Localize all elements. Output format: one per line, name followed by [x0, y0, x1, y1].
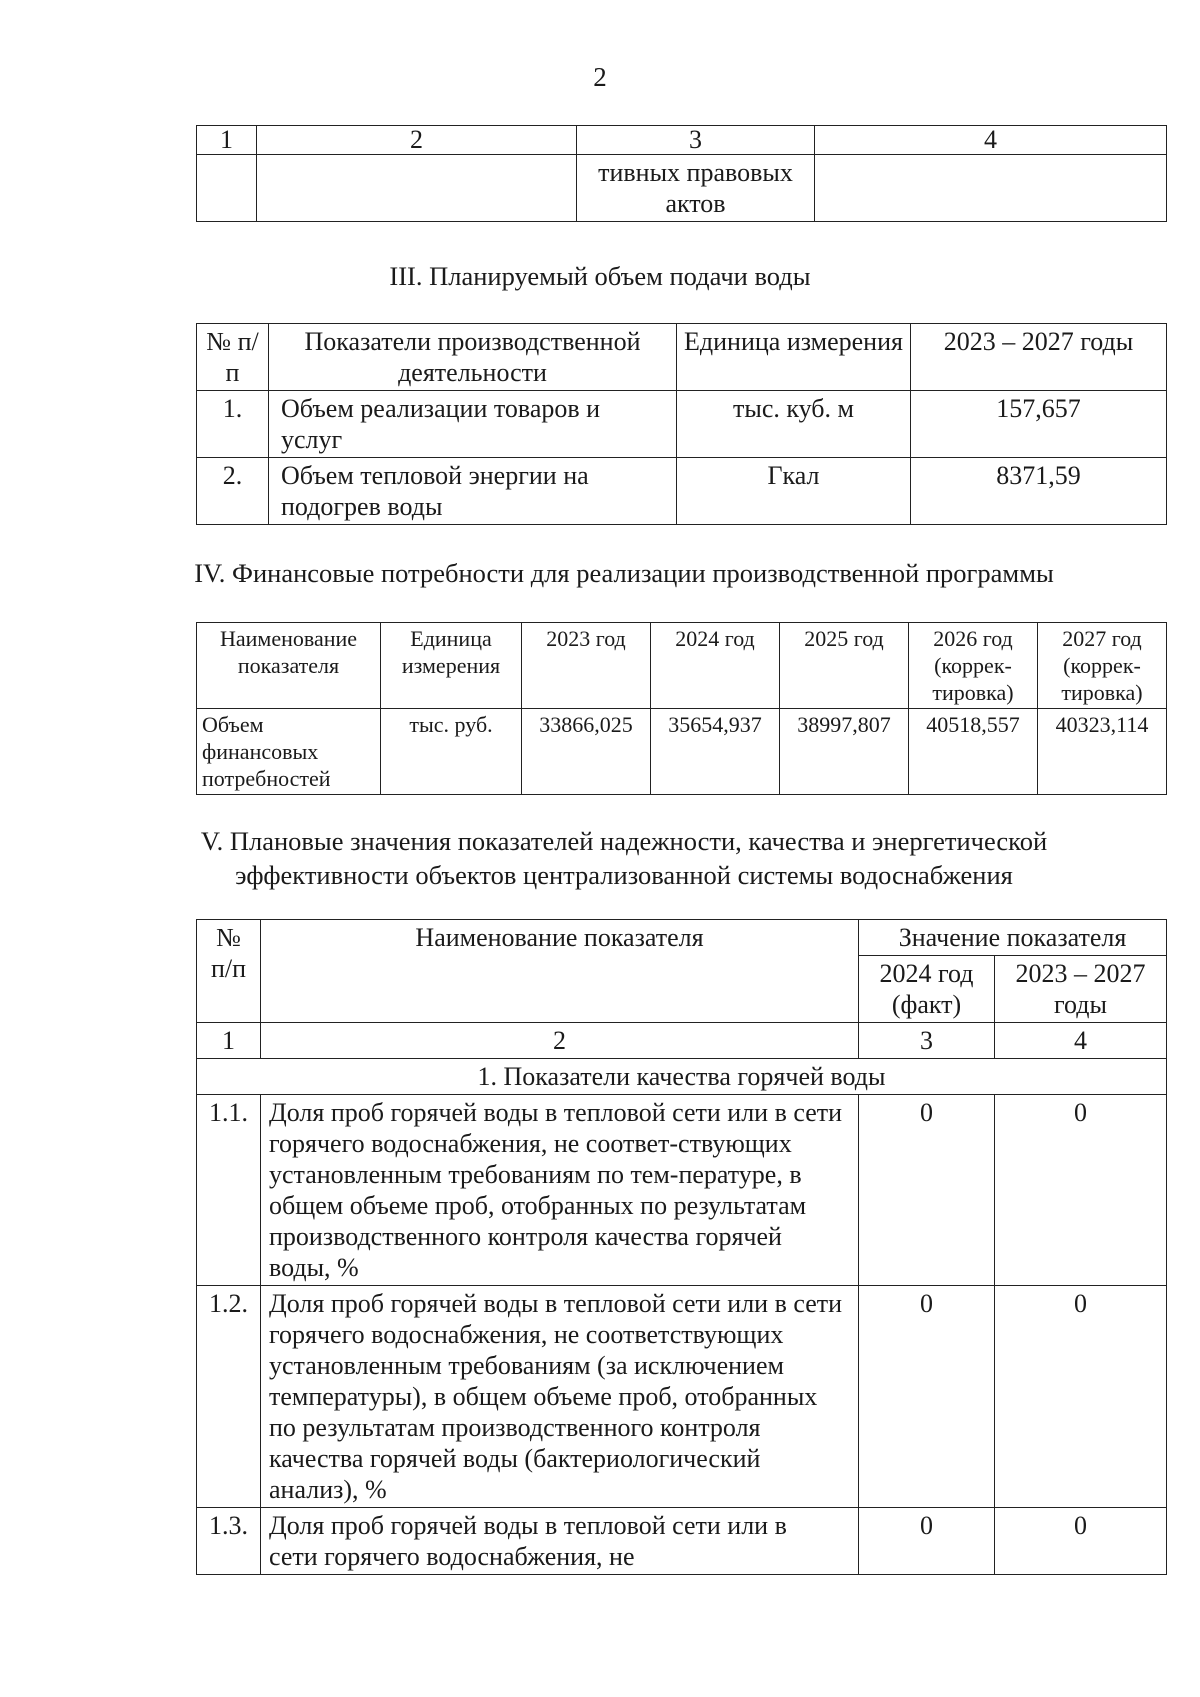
row-unit: тыс. руб. — [381, 709, 522, 795]
header-2023-2027: 2023 – 2027 годы — [995, 956, 1167, 1023]
col-number-cell: 2 — [257, 126, 577, 155]
table-row — [197, 155, 1167, 222]
col-number-cell: 3 — [859, 1023, 995, 1059]
row-value-2024: 0 — [859, 1508, 995, 1575]
table-row — [197, 1508, 1167, 1575]
table-cell — [257, 155, 577, 222]
table-cell: тивных правовых актов — [577, 155, 815, 222]
row-value-2023-2027: 0 — [995, 1095, 1167, 1286]
header-2024-fact: 2024 год (факт) — [859, 956, 995, 1023]
header-unit: Единица измерения — [381, 623, 522, 709]
row-value-2023-2027: 0 — [995, 1508, 1167, 1575]
row-unit: тыс. куб. м — [677, 391, 911, 458]
header-num: № п/п — [197, 324, 269, 391]
header-num: № п/п — [197, 920, 261, 1023]
row-value-2024: 0 — [859, 1286, 995, 1508]
header-period: 2023 – 2027 годы — [911, 324, 1167, 391]
row-name: Объем реализации товаров и услуг — [269, 391, 677, 458]
col-number-cell: 2 — [261, 1023, 859, 1059]
row-value-2024: 35654,937 — [651, 709, 780, 795]
col-number-cell: 3 — [577, 126, 815, 155]
table-row — [197, 1095, 1167, 1286]
indicators-table — [196, 919, 1167, 1575]
group-title: 1. Показатели качества горячей воды — [197, 1059, 1167, 1095]
table-cell — [815, 155, 1167, 222]
table-row — [197, 458, 1167, 525]
section-title-v — [24, 824, 1200, 892]
row-value-2023-2027: 0 — [995, 1286, 1167, 1508]
continuation-table — [196, 125, 1167, 222]
header-2026: 2026 год (коррек-тировка) — [909, 623, 1038, 709]
header-indicator: Показатели производственной деятельности — [269, 324, 677, 391]
row-value-2026: 40518,557 — [909, 709, 1038, 795]
row-value: 8371,59 — [911, 458, 1167, 525]
col-number-cell: 4 — [815, 126, 1167, 155]
table-header-row — [197, 324, 1167, 391]
section-title-iv: IV. Финансовые потребности для реализации производственной программы — [194, 558, 1054, 588]
row-num: 1.2. — [197, 1286, 261, 1508]
row-name: Объем финансовых потребностей — [197, 709, 381, 795]
row-value: 157,657 — [911, 391, 1167, 458]
section-title-v-line1: V. Плановые значения показателей надежности, качества и энергетической — [200, 826, 1048, 856]
row-value-2023: 33866,025 — [522, 709, 651, 795]
table-row — [197, 391, 1167, 458]
section-title-v-line2: эффективности объектов централизованной системы водоснабжения — [235, 860, 1013, 890]
row-num: 1.3. — [197, 1508, 261, 1575]
table-header-row — [197, 920, 1167, 956]
section-title-iii: III. Планируемый объем подачи воды — [389, 261, 811, 291]
row-num: 1.1. — [197, 1095, 261, 1286]
row-num: 2. — [197, 458, 269, 525]
col-number-cell: 1 — [197, 126, 257, 155]
column-number-row — [197, 1023, 1167, 1059]
finance-table — [196, 622, 1167, 795]
row-value-2027: 40323,114 — [1038, 709, 1167, 795]
row-name: Доля проб горячей воды в тепловой сети или в сети горячего водоснабжения, не соответ-ствующих установленным требованиям по тем-пературе, в общем объеме проб, отобранных по результатам производственного контроля качества горячей воды, % — [261, 1095, 859, 1286]
col-number-cell: 1 — [197, 1023, 261, 1059]
header-indicator: Наименование показателя — [197, 623, 381, 709]
header-2023: 2023 год — [522, 623, 651, 709]
header-2025: 2025 год — [780, 623, 909, 709]
header-2027: 2027 год (коррек-тировка) — [1038, 623, 1167, 709]
header-name: Наименование показателя — [261, 920, 859, 1023]
header-unit: Единица измерения — [677, 324, 911, 391]
row-unit: Гкал — [677, 458, 911, 525]
row-num: 1. — [197, 391, 269, 458]
group-header-row — [197, 1059, 1167, 1095]
water-volume-table — [196, 323, 1167, 525]
table-row — [197, 709, 1167, 795]
row-name: Объем тепловой энергии на подогрев воды — [269, 458, 677, 525]
header-value: Значение показателя — [859, 920, 1167, 956]
row-name: Доля проб горячей воды в тепловой сети или в сети горячего водоснабжения, не соответствующих установленным требованиям (за исключением температуры), в общем объеме проб, отобранных по результатам производственного контроля качества горячей воды (бактериологический анализ), % — [261, 1286, 859, 1508]
row-value-2025: 38997,807 — [780, 709, 909, 795]
col-number-cell: 4 — [995, 1023, 1167, 1059]
table-row — [197, 1286, 1167, 1508]
row-value-2024: 0 — [859, 1095, 995, 1286]
table-header-row — [197, 126, 1167, 155]
table-cell — [197, 155, 257, 222]
header-2024: 2024 год — [651, 623, 780, 709]
page-number: 2 — [593, 62, 607, 92]
row-name: Доля проб горячей воды в тепловой сети или в сети горячего водоснабжения, не — [261, 1508, 859, 1575]
table-header-row — [197, 623, 1167, 709]
